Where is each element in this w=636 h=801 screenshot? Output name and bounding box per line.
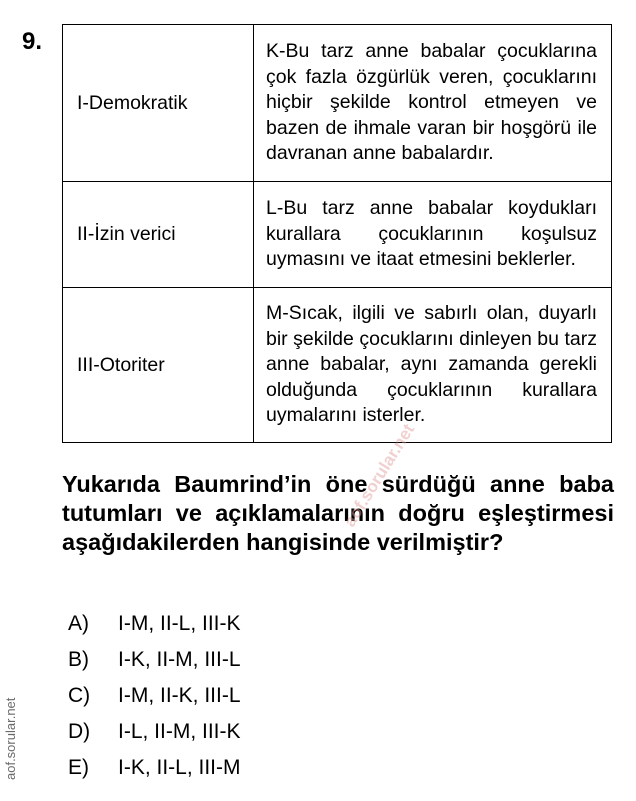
option-b[interactable] <box>68 642 241 678</box>
option-letter: A) <box>68 612 89 635</box>
table-row <box>63 288 612 443</box>
option-letter: C) <box>68 684 91 707</box>
option-text: I-M, II-K, III-L <box>118 684 241 707</box>
option-d[interactable] <box>68 714 241 750</box>
question-stem: Yukarıda Baumrind’in öne sürdüğü anne baba tutumları ve açıklamalarının doğru eşleştirmesi aşağıdakilerden hangisinde verilmiştir? <box>62 471 614 555</box>
matching-table <box>62 24 612 443</box>
side-site-mark: aof.sorular.net <box>3 697 18 780</box>
answer-options <box>68 606 241 786</box>
watermark: aof.sorular.net <box>340 420 419 531</box>
option-letter: B) <box>68 648 89 671</box>
option-e[interactable] <box>68 750 241 786</box>
option-text: I-K, II-M, III-L <box>118 648 241 671</box>
option-letter: D) <box>68 720 91 743</box>
option-text: I-M, II-L, III-K <box>118 612 241 635</box>
parenting-style-permissive: II-İzin verici <box>63 182 254 288</box>
question-number: 9. <box>22 28 43 55</box>
parenting-style-authoritarian: III-Otoriter <box>63 288 254 443</box>
description-k: K-Bu tarz anne babalar çocuklarına çok fazla özgürlük veren, çocuklarını hiçbir şekilde kontrol etmeyen ve bazen de ihmale varan bir hoşgörü ile davranan anne babalardır. <box>254 25 612 182</box>
parenting-style-democratic: I-Demokratik <box>63 25 254 182</box>
option-text: I-K, II-L, III-M <box>118 756 241 779</box>
option-letter: E) <box>68 756 89 779</box>
description-m: M-Sıcak, ilgili ve sabırlı olan, duyarlı bir şekilde çocuklarını dinleyen bu tarz anne babalar, aynı zamanda gerekli olduğunda çocuklarının kurallara uymalarını isterler. <box>254 288 612 443</box>
option-c[interactable] <box>68 678 241 714</box>
description-l: L-Bu tarz anne babalar koydukları kurallara çocuklarının koşulsuz uymasını ve itaat etmesini beklerler. <box>254 182 612 288</box>
option-text: I-L, II-M, III-K <box>118 720 241 743</box>
table-row <box>63 25 612 182</box>
option-a[interactable] <box>68 606 241 642</box>
table-row <box>63 182 612 288</box>
